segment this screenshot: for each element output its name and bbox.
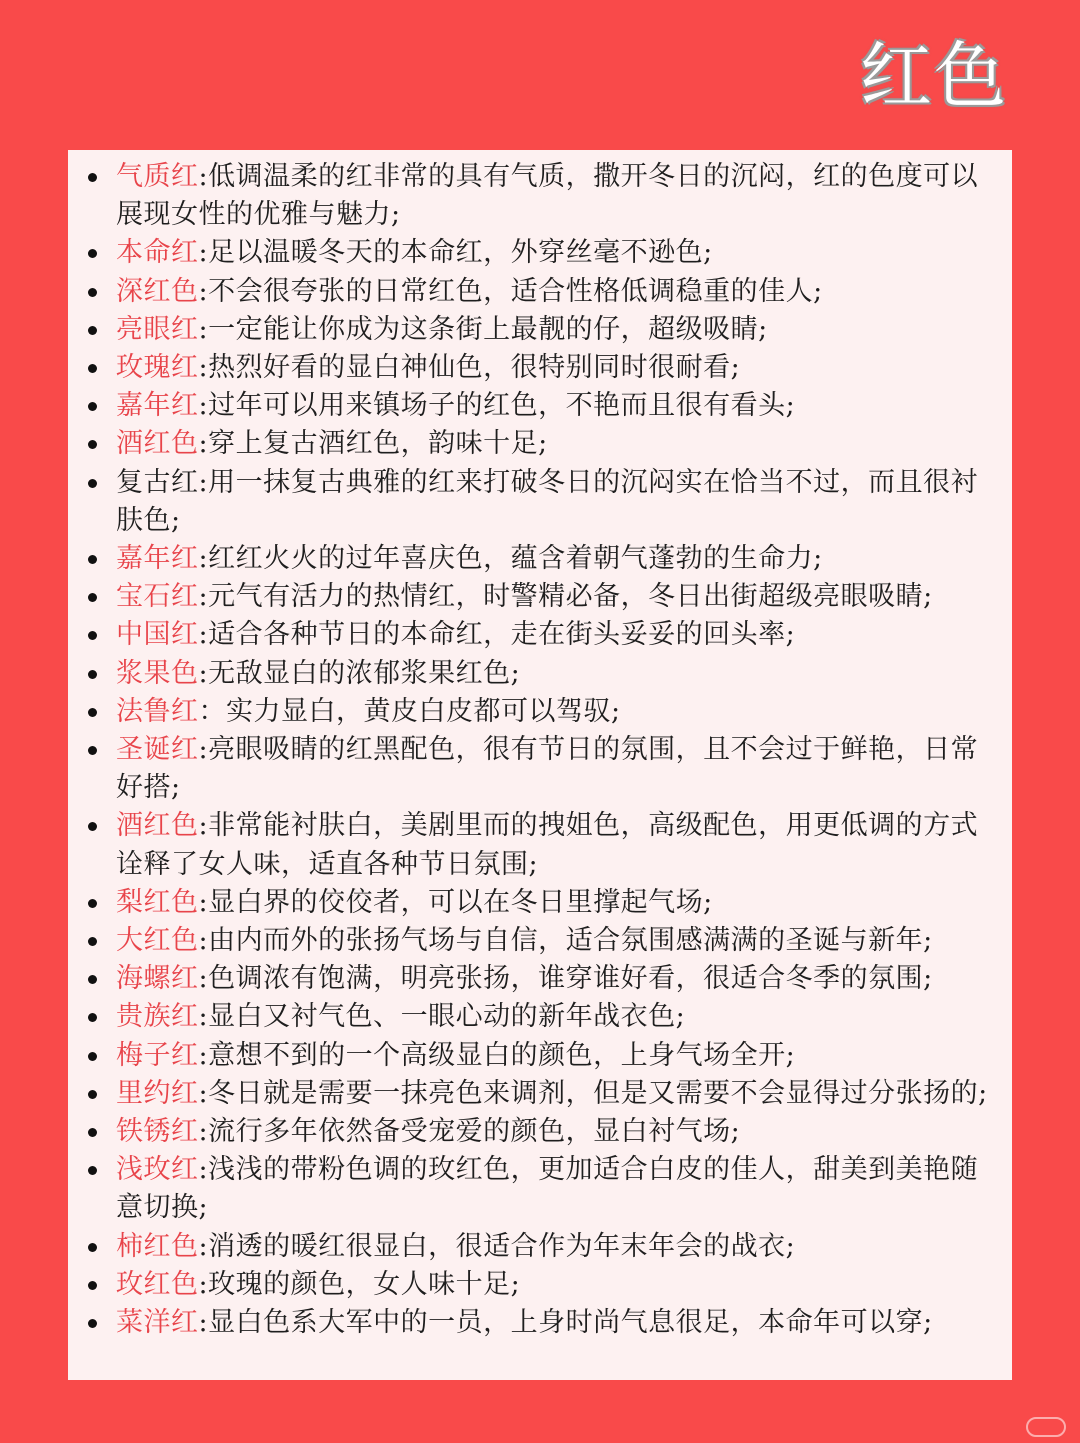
bullet-icon bbox=[88, 631, 97, 640]
bullet-icon bbox=[88, 249, 97, 258]
list-item bbox=[68, 693, 1000, 731]
bullet-icon bbox=[88, 1166, 97, 1175]
list-item bbox=[68, 1304, 1000, 1342]
color-name: 梨红色 bbox=[116, 886, 199, 918]
bullet-icon bbox=[88, 402, 97, 411]
bullet-icon bbox=[88, 288, 97, 297]
list-item bbox=[68, 655, 1000, 693]
list-item bbox=[68, 922, 1000, 960]
color-description: :玫瑰的颜色，女人味十足; bbox=[198, 1268, 521, 1300]
color-name: 亮眼红 bbox=[116, 313, 199, 345]
color-name: 嘉年红 bbox=[116, 390, 199, 422]
color-name: 梅子红 bbox=[116, 1039, 199, 1071]
color-name: 嘉年红 bbox=[116, 543, 199, 575]
list-item bbox=[68, 234, 1000, 272]
color-description: :不会很夸张的日常红色，适合性格低调稳重的佳人; bbox=[198, 275, 823, 307]
color-description: :红红火火的过年喜庆色，蕴含着朝气蓬勃的生命力; bbox=[198, 543, 823, 575]
list-item bbox=[68, 1228, 1000, 1266]
list-item bbox=[68, 158, 1000, 234]
list-item bbox=[68, 387, 1000, 425]
bullet-icon bbox=[88, 479, 97, 488]
color-description: :元气有活力的热情红，时警精必备，冬日出街超级亮眼吸睛; bbox=[198, 581, 933, 613]
color-description: :过年可以用来镇场子的红色，不艳而且很有看头; bbox=[198, 390, 796, 422]
color-name: 柿红色 bbox=[116, 1230, 199, 1262]
color-description: :浅浅的带粉色调的玫红色，更加适合白皮的佳人，甜美到美艳随意切换; bbox=[116, 1154, 979, 1224]
color-name: 玫红色 bbox=[116, 1268, 199, 1300]
color-name: 浆果色 bbox=[116, 657, 199, 689]
list-item bbox=[68, 311, 1000, 349]
color-name: 酒红色 bbox=[116, 810, 199, 842]
color-description: :由内而外的张扬气场与自信，适合氛围感满满的圣诞与新年; bbox=[198, 925, 933, 957]
color-description: :流行多年依然备受宠爱的颜色，显白衬气场; bbox=[198, 1116, 741, 1148]
bullet-icon bbox=[88, 364, 97, 373]
color-name: 玫瑰红 bbox=[116, 352, 199, 384]
color-description: :显白色系大军中的一员，上身时尚气息很足，本命年可以穿; bbox=[198, 1307, 933, 1339]
bullet-icon bbox=[88, 670, 97, 679]
color-description: ：实力显白，黄皮白皮都可以驾驭; bbox=[198, 695, 621, 727]
color-name: 浅玫红 bbox=[116, 1154, 199, 1186]
color-name: 大红色 bbox=[116, 925, 199, 957]
list-item bbox=[68, 807, 1000, 883]
color-name: 深红色 bbox=[116, 275, 199, 307]
color-description: :消透的暖红很显白，很适合作为年末年会的战衣; bbox=[198, 1230, 796, 1262]
list-item bbox=[68, 464, 1000, 540]
bullet-icon bbox=[88, 1090, 97, 1099]
content-card bbox=[68, 150, 1012, 1380]
color-name: 菜洋红 bbox=[116, 1307, 199, 1339]
list-item bbox=[68, 425, 1000, 463]
list-item bbox=[68, 1113, 1000, 1151]
bullet-icon bbox=[88, 593, 97, 602]
color-description: :色调浓有饱满，明亮张扬，谁穿谁好看，很适合冬季的氛围; bbox=[198, 963, 933, 995]
bullet-icon bbox=[88, 746, 97, 755]
bullet-icon bbox=[88, 326, 97, 335]
bullet-icon bbox=[88, 708, 97, 717]
bullet-icon bbox=[88, 1319, 97, 1328]
watermark-badge bbox=[1026, 1417, 1066, 1437]
bullet-icon bbox=[88, 1243, 97, 1252]
color-description: 复古红:用一抹复古典雅的红来打破冬日的沉闷实在恰当不过，而且很衬肤色; bbox=[116, 466, 979, 536]
color-description: :穿上复古酒红色，韵味十足; bbox=[198, 428, 548, 460]
list-item bbox=[68, 540, 1000, 578]
color-description: :亮眼吸睛的红黑配色，很有节日的氛围，且不会过于鲜艳，日常好搭; bbox=[116, 734, 979, 804]
bullet-icon bbox=[88, 822, 97, 831]
color-list bbox=[68, 158, 1000, 1342]
color-name: 宝石红 bbox=[116, 581, 199, 613]
list-item bbox=[68, 960, 1000, 998]
list-item bbox=[68, 349, 1000, 387]
color-name: 酒红色 bbox=[116, 428, 199, 460]
bullet-icon bbox=[88, 899, 97, 908]
color-name: 气质红 bbox=[116, 161, 199, 192]
list-item bbox=[68, 578, 1000, 616]
page-title: 红色 bbox=[859, 34, 1008, 118]
list-item bbox=[68, 731, 1000, 807]
color-description: :热烈好看的显白神仙色，很特别同时很耐看; bbox=[198, 352, 741, 384]
bullet-icon bbox=[88, 555, 97, 564]
list-item bbox=[68, 884, 1000, 922]
bullet-icon bbox=[88, 1013, 97, 1022]
list-item bbox=[68, 998, 1000, 1036]
list-item bbox=[68, 616, 1000, 654]
color-name: 贵族红 bbox=[116, 1001, 199, 1033]
color-description: :低调温柔的红非常的具有气质，撒开冬日的沉闷，红的色度可以展现女性的优雅与魅力; bbox=[116, 161, 979, 231]
color-description: :一定能让你成为这条街上最靓的仔，超级吸睛; bbox=[198, 313, 768, 345]
color-name: 海螺红 bbox=[116, 963, 199, 995]
bullet-icon bbox=[88, 1128, 97, 1137]
color-description: :冬日就是需要一抹亮色来调剂，但是又需要不会显得过分张扬的; bbox=[198, 1077, 988, 1109]
color-description: :意想不到的一个高级显白的颜色，上身气场全开; bbox=[198, 1039, 796, 1071]
bullet-icon bbox=[88, 1281, 97, 1290]
list-item bbox=[68, 273, 1000, 311]
list-item bbox=[68, 1075, 1000, 1113]
color-name: 本命红 bbox=[116, 237, 199, 269]
list-item bbox=[68, 1037, 1000, 1075]
bullet-icon bbox=[88, 975, 97, 984]
color-description: :非常能衬肤白，美剧里而的拽姐色，高级配色，用更低调的方式诠释了女人味，适直各种节日氛围; bbox=[116, 810, 979, 880]
list-item bbox=[68, 1151, 1000, 1227]
bullet-icon bbox=[88, 1052, 97, 1061]
color-description: :足以温暖冬天的本命红，外穿丝毫不逊色; bbox=[198, 237, 713, 269]
color-name: 圣诞红 bbox=[116, 734, 199, 766]
color-description: :适合各种节日的本命红，走在街头妥妥的回头率; bbox=[198, 619, 796, 651]
list-item bbox=[68, 1266, 1000, 1304]
bullet-icon bbox=[88, 440, 97, 449]
color-description: :显白界的佼佼者，可以在冬日里撑起气场; bbox=[198, 886, 713, 918]
bullet-icon bbox=[88, 937, 97, 946]
color-name: 铁锈红 bbox=[116, 1116, 199, 1148]
color-name: 中国红 bbox=[116, 619, 199, 651]
color-description: :无敌显白的浓郁浆果红色; bbox=[198, 657, 521, 689]
color-name: 法鲁红 bbox=[116, 695, 199, 727]
bullet-icon bbox=[88, 173, 97, 182]
color-description: :显白又衬气色、一眼心动的新年战衣色; bbox=[198, 1001, 686, 1033]
color-name: 里约红 bbox=[116, 1077, 199, 1109]
